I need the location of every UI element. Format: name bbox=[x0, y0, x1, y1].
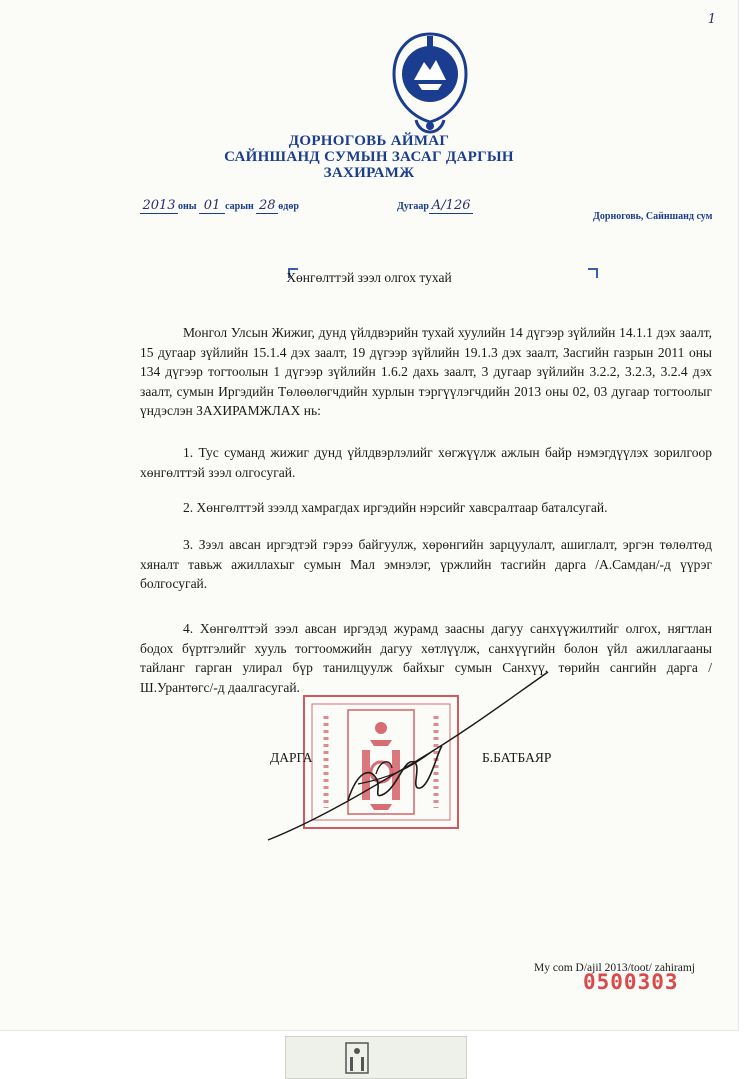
date-day-handwritten: 28 bbox=[256, 198, 278, 214]
header-office: САЙНШАНД СУМЫН ЗАСАГ ДАРГЫН bbox=[224, 149, 514, 165]
intro-paragraph: Монгол Улсын Жижиг, дунд үйлдвэрийн тухай хуулийн 14 дүгээр зүйлийн 14.1.1 дэх заалт, 15 дугаар зүйлийн 15.1.4 дэх заалт, 19 дүгээр зүйлийн 19.1.3 дэх заалт, Засгийн газрын 2011 оны 134 дүгээр тогтоолын 1 дүгээр зүйлийн 1.6.2 дахь заалт, 3 дугаар зүйлийн 3.2.2, 3.2.3, 3.2.4 дэх заалт, сумын Иргэдийн Төлөөлөгчдийн хурлын тэргүүлэгчдийн 2013 оны 02, 03 дугаар тогтоолыг үндэслэн ЗАХИРАМЖЛАХ нь: bbox=[140, 325, 712, 418]
order-item-1: 1. Тус суманд жижиг дунд үйлдвэрлэлийг хөгжүүлж ажлын байр нэмэгдүүлэх зорилгоор хөнгөлттэй зээл олгосугай. bbox=[140, 445, 712, 480]
handwritten-signature bbox=[258, 650, 558, 850]
order-item-3: 3. Зээл авсан иргэдтэй гэрээ байгуулж, хөрөнгийн зарцуулалт, ашиглалт, эргэн төлөлтөд хяналт тавьж ажиллахыг сумын Мал эмнэлэг, үржлийн тасгийн дарга /А.Самдан/-д үүрэг болгосугай. bbox=[140, 537, 712, 591]
document-number-handwritten: А/126 bbox=[429, 198, 473, 214]
next-page-scan-edge bbox=[285, 1036, 467, 1079]
date-month-handwritten: 01 bbox=[199, 198, 225, 214]
emblem-fragment-icon bbox=[344, 1041, 370, 1075]
serial-number: 0500303 bbox=[583, 970, 679, 994]
signatory-name: Б.БАТБАЯР bbox=[482, 750, 552, 765]
date-day-suffix: өдөр bbox=[278, 201, 299, 212]
order-item-4: 4. Хөнгөлттэй зээл авсан иргэдэд журамд заасны дагуу санхүүжилтийг олгох, нягтлан бодох бүртгэлийг хууль тогтоомжийн дагуу хөтлүүлж, санхүүгийн болон үйл ажиллагааны тайланг гарган улирал бүр танилцуулж байхыг сумын Санхүү, төрийн сангийн дарга /Ш.Урантөгс/-д даалгасугай. bbox=[140, 621, 712, 695]
order-item-2: 2. Хөнгөлттэй зээлд хамрагдах иргэдийн нэрсийг хавсралтаар баталсугай. bbox=[183, 500, 608, 515]
document-place: Дорноговь, Сайншанд сум bbox=[593, 211, 713, 222]
document-number-label: Дугаар bbox=[397, 201, 429, 212]
file-path-note: My com D/ajil 2013/toot/ zahiramj bbox=[534, 962, 695, 974]
date-year-suffix: оны bbox=[178, 201, 197, 212]
state-emblem-icon bbox=[388, 30, 472, 134]
date-year-handwritten: 2013 bbox=[140, 198, 178, 214]
page-number: 1 bbox=[707, 12, 716, 27]
document-number-line bbox=[397, 198, 473, 214]
header-province: ДОРНОГОВЬ АЙМАГ bbox=[288, 133, 450, 149]
date-line bbox=[140, 198, 299, 214]
header-doc-type: ЗАХИРАМЖ bbox=[323, 165, 415, 181]
date-month-suffix: сарын bbox=[225, 201, 254, 212]
document-subject: Хөнгөлттэй зээл олгох тухай bbox=[286, 270, 452, 285]
signatory-title: ДАРГА bbox=[270, 750, 313, 765]
